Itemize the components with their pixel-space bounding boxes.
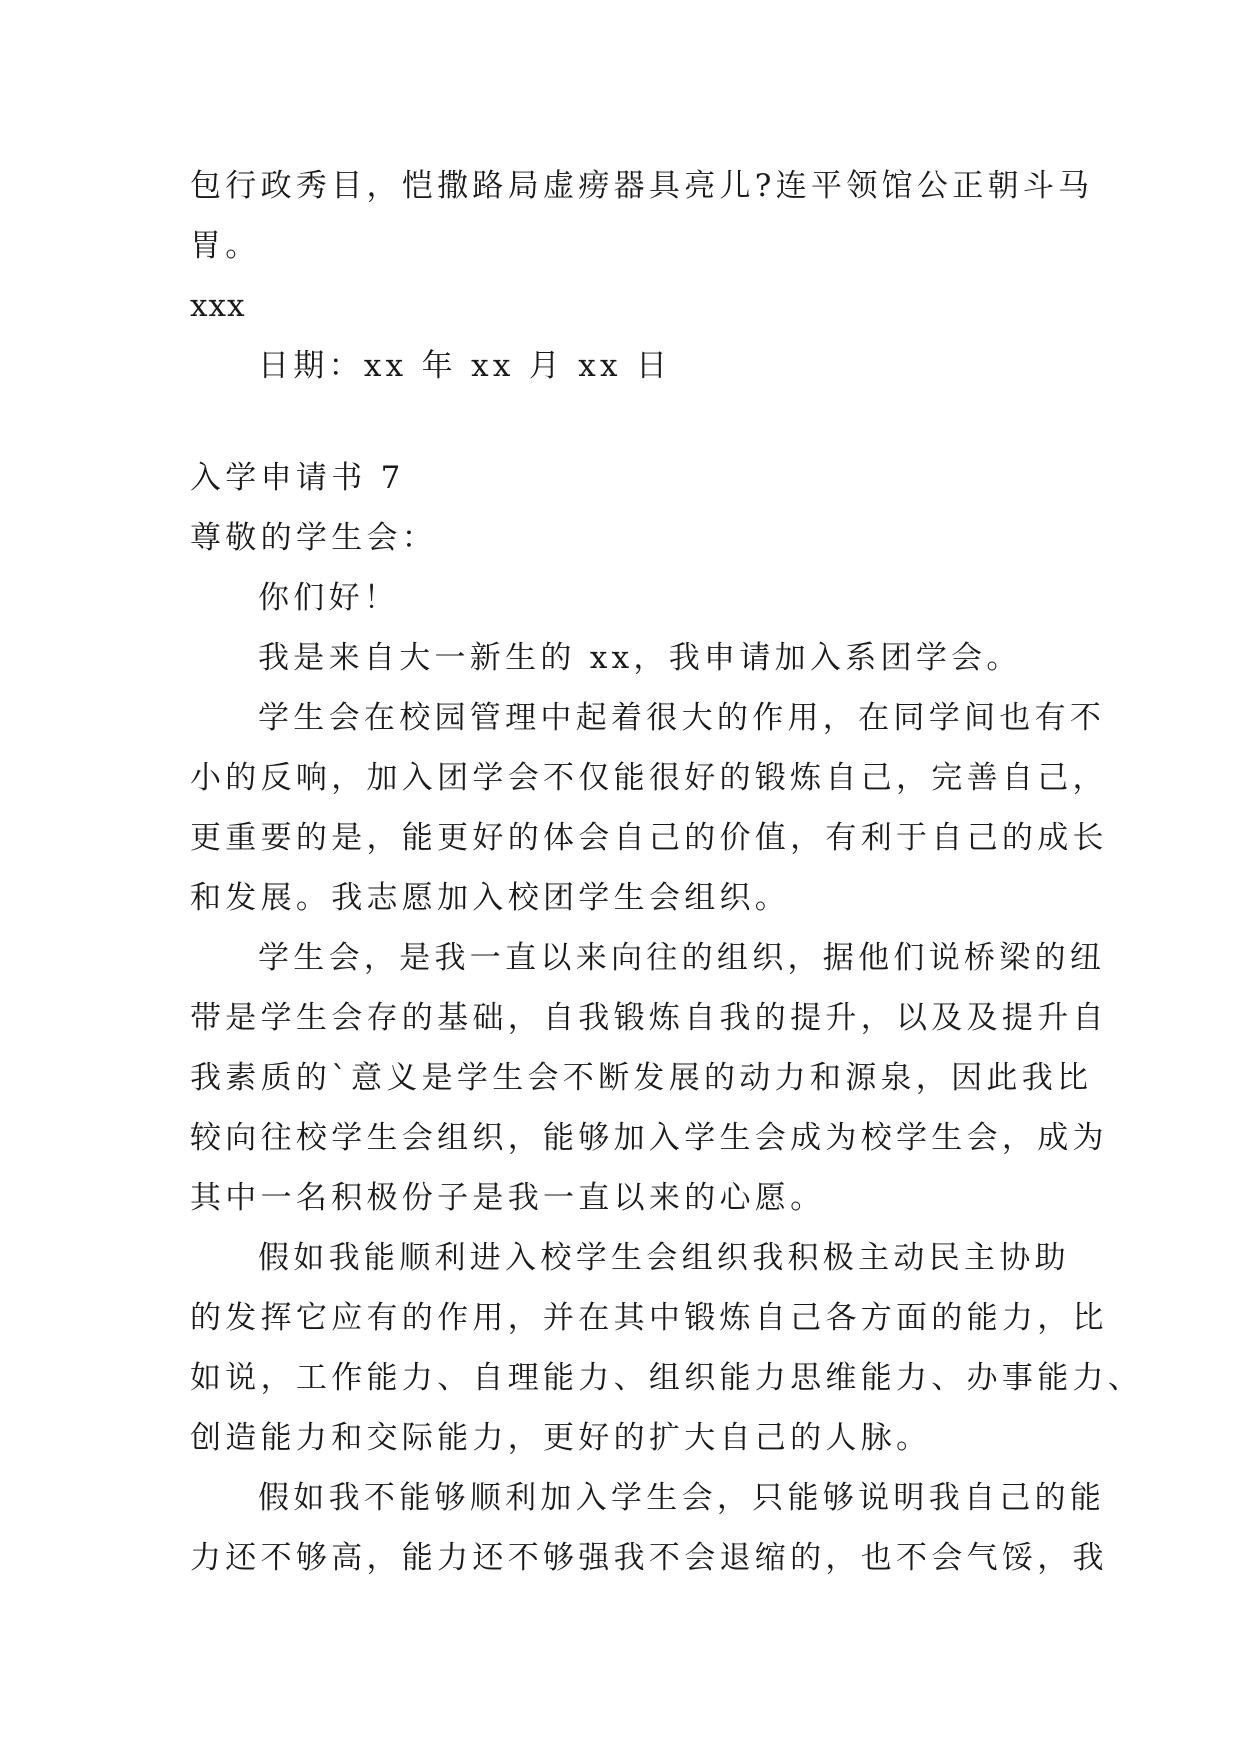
paragraph-line: 我是来自大一新生的 xx，我申请加入系团学会。 <box>258 640 1022 676</box>
text-line: 胃。 <box>190 228 261 264</box>
date-line: 日期：xx 年 xx 月 xx 日 <box>258 348 672 384</box>
paragraph-line: 和发展。我志愿加入校团学生会组织。 <box>190 880 791 916</box>
paragraph-line: 学生会在校园管理中起着很大的作用，在同学间也有不 <box>258 700 1106 736</box>
paragraph-line: 带是学生会存的基础，自我锻炼自我的提升，以及及提升自 <box>190 1000 1108 1036</box>
paragraph-line: 创造能力和交际能力，更好的扩大自己的人脉。 <box>190 1420 932 1456</box>
signature: xxx <box>190 288 246 324</box>
salutation: 尊敬的学生会： <box>190 520 438 556</box>
text-line: 包行政秀目，恺撒路局虚痨器具亮儿?连平领馆公正朝斗马 <box>190 168 1094 204</box>
paragraph-line: 假如我不能够顺利加入学生会，只能够说明我自己的能 <box>258 1480 1106 1516</box>
paragraph-line: 更重要的是，能更好的体会自己的价值，有利于自己的成长 <box>190 820 1108 856</box>
paragraph-line: 较向往校学生会组织，能够加入学生会成为校学生会，成为 <box>190 1120 1108 1156</box>
greeting: 你们好！ <box>258 580 400 616</box>
paragraph-line: 其中一名积极份子是我一直以来的心愿。 <box>190 1180 826 1216</box>
paragraph-line: 小的反响，加入团学会不仅能很好的锻炼自己，完善自己， <box>190 760 1108 796</box>
section-title: 入学申请书 7 <box>190 460 405 496</box>
paragraph-line: 学生会，是我一直以来向往的组织，据他们说桥梁的纽 <box>258 940 1106 976</box>
paragraph-line: 如说，工作能力、自理能力、组织能力思维能力、办事能力、 <box>190 1360 1144 1396</box>
paragraph-line: 我素质的`意义是学生会不断发展的动力和源泉，因此我比 <box>190 1060 1093 1096</box>
paragraph-line: 力还不够高，能力还不够强我不会退缩的，也不会气馁，我 <box>190 1540 1108 1576</box>
paragraph-line: 的发挥它应有的作用，并在其中锻炼自己各方面的能力，比 <box>190 1300 1108 1336</box>
paragraph-line: 假如我能顺利进入校学生会组织我积极主动民主协助 <box>258 1240 1070 1276</box>
